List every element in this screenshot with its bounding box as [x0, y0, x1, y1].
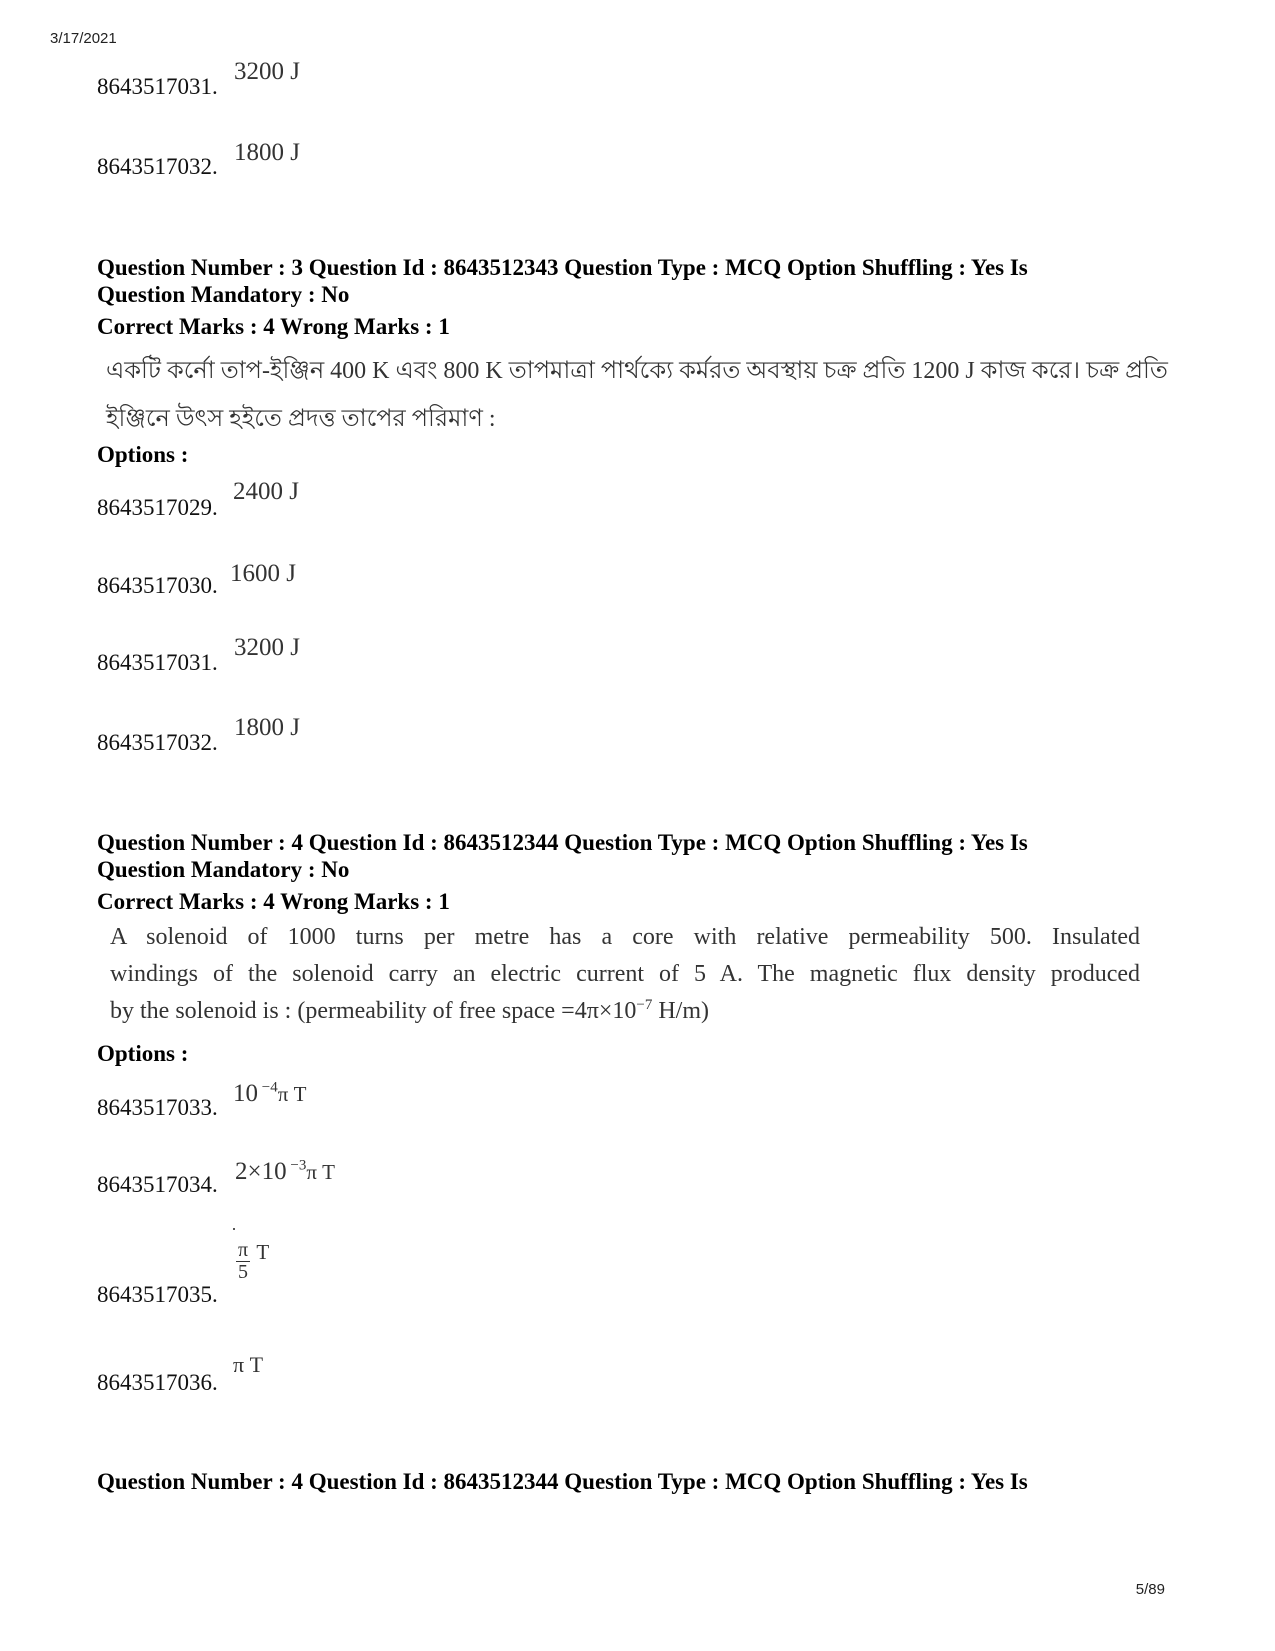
question-text: A solenoid of 1000 turns per metre has a core with relative permeability 500. Insulated: [110, 924, 1140, 950]
page-number: 5/89: [1135, 1581, 1165, 1598]
option-value: π T: [233, 1352, 264, 1377]
option-id: 8643517031.: [97, 650, 218, 675]
option-value: 1800 J: [234, 139, 300, 166]
option-id: 8643517032.: [97, 154, 218, 179]
option-value: 1600 J: [230, 560, 296, 587]
option-id: 8643517029.: [97, 495, 218, 520]
option-id: 8643517032.: [97, 730, 218, 755]
option-id: 8643517030.: [97, 573, 218, 598]
option-value: 3200 J: [234, 58, 300, 85]
option-value: 10 $^{-4}$π T: [233, 1079, 307, 1107]
options-label: Options :: [97, 442, 189, 467]
option-id: 8643517034.: [97, 1172, 218, 1197]
question-text: by the solenoid is : (permeability of free space $=4\pi\times 10^{-7}$ H/m): [110, 997, 710, 1024]
question-marks: Correct Marks : 4 Wrong Marks : 1: [97, 889, 450, 914]
question-text: একটি কর্নো তাপ-ইঞ্জিন 400 K এবং 800 K তাপমাত্রা পার্থক্যে কর্মরত অবস্থায় চক্র প্রতি 1200 J কাজ করে। চক্র প্রতি: [106, 358, 1168, 384]
question-mandatory: Question Mandatory : No: [97, 282, 350, 307]
option-id: 8643517035.: [97, 1282, 218, 1307]
print-date: 3/17/2021: [50, 30, 117, 47]
question-text: ইঞ্জিনে উৎস হইতে প্রদত্ত তাপের পরিমাণ :: [106, 406, 496, 432]
question-meta: Question Number : 3 Question Id : 8643512343 Question Type : MCQ Option Shuffling : Yes Is: [97, 255, 1028, 280]
option-value: 2×10 $^{-3}$π T: [235, 1157, 336, 1185]
question-text: windings of the solenoid carry an electric current of 5 A. The magnetic flux density produced: [110, 961, 1140, 987]
question-marks: Correct Marks : 4 Wrong Marks : 1: [97, 314, 450, 339]
question-meta: Question Number : 4 Question Id : 8643512344 Question Type : MCQ Option Shuffling : Yes Is: [97, 830, 1028, 855]
stray-mark: [233, 1228, 235, 1230]
option-id: 8643517033.: [97, 1095, 218, 1120]
option-value: 1800 J: [234, 714, 300, 741]
option-id: 8643517031.: [97, 74, 218, 99]
options-label: Options :: [97, 1041, 189, 1066]
question-meta: Question Number : 4 Question Id : 8643512344 Question Type : MCQ Option Shuffling : Yes Is: [97, 1469, 1028, 1494]
option-value: 3200 J: [234, 634, 300, 661]
option-value: $\frac{\pi}{5}$ $^T$: [238, 1239, 270, 1283]
question-mandatory: Question Mandatory : No: [97, 857, 350, 882]
option-id: 8643517036.: [97, 1370, 218, 1395]
option-value: 2400 J: [233, 478, 299, 505]
fraction: $\frac{\pi}{5}$: [238, 1239, 249, 1283]
